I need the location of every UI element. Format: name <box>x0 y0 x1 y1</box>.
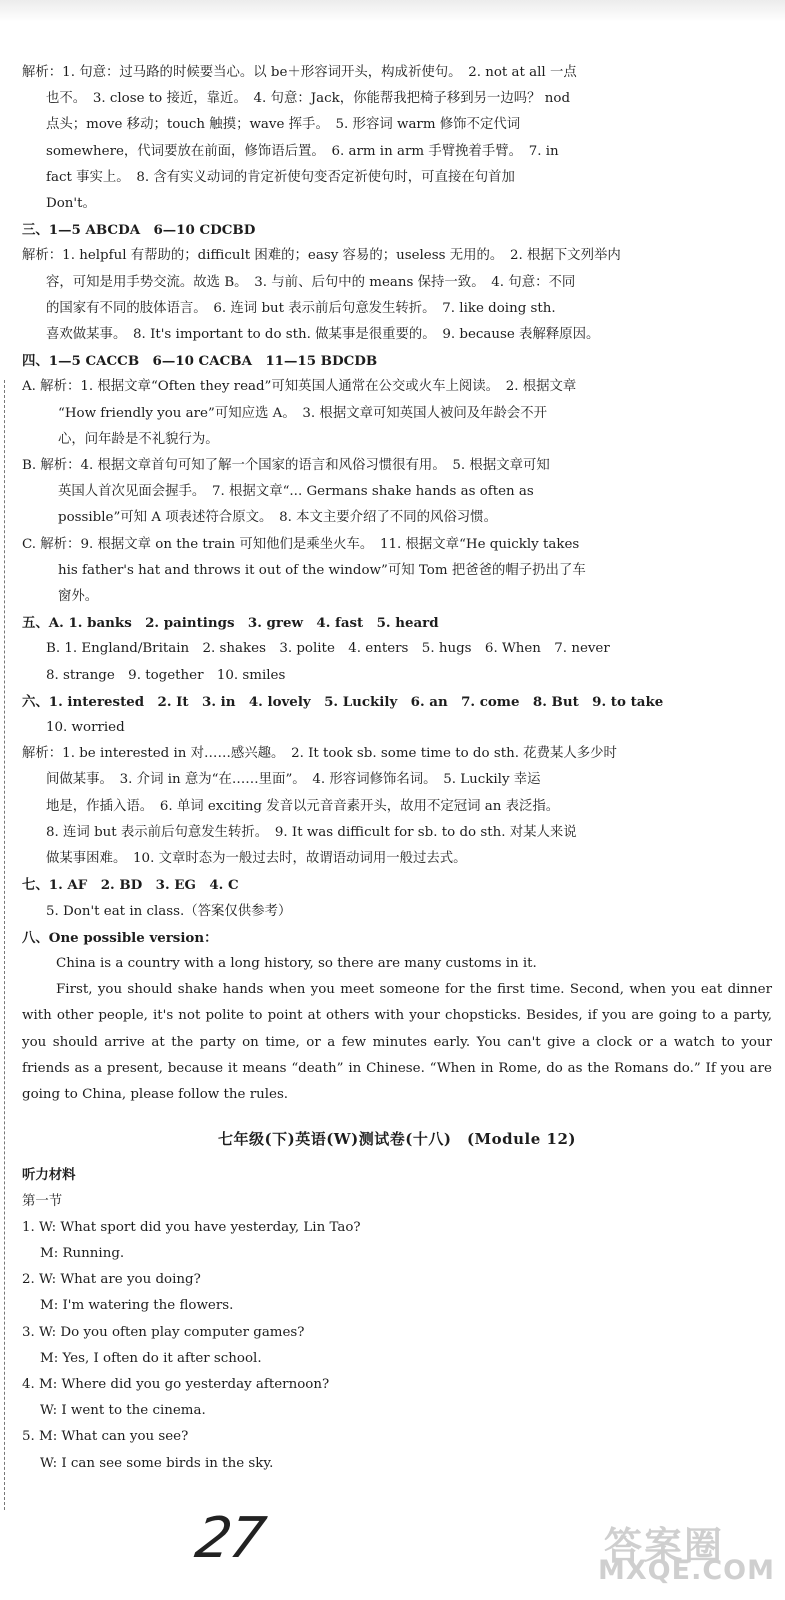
text-line: 解析：1. be interested in 对……感兴趣。 2. It took sb. some time to do sth. 花费某人多少时 <box>22 746 617 762</box>
listening-heading: 听力材料 <box>22 1167 76 1184</box>
text-line: C. 解析：9. 根据文章 on the train 可知他们是乘坐火车。 11. 根据文章“He quickly takes <box>22 536 580 552</box>
section-heading: 八、One possible version： <box>22 929 218 946</box>
text-line: somewhere，代词要放在前面，修饰语后置。 6. arm in arm 手臂挽着手臂。 7. in <box>46 143 559 159</box>
text-line: 8. strange 9. together 10. smiles <box>46 667 286 683</box>
text-line: 间做某事。 3. 介词 in 意为“在……里面”。 4. 形容词修饰名词。 5. Luckily 幸运 <box>46 772 541 788</box>
binding-margin-line <box>4 380 5 1510</box>
text-line: 解析：1. 句意：过马路的时候要当心。以 be＋形容词开头，构成祈使句。 2. not at all 一点 <box>22 65 577 80</box>
text-line: 解析：1. helpful 有帮助的；difficult 困难的；easy 容易的；useless 无用的。 2. 根据下文列举内 <box>22 248 621 264</box>
text-line: 也不。 3. close to 接近，靠近。 4. 句意：Jack，你能帮我把椅子移到另一边吗？ nod <box>46 91 571 107</box>
dialogue-line: 5. M: What can you see? <box>22 1429 189 1445</box>
text-line: fact 事实上。 8. 含有实义动词的肯定祈使句变否定祈使句时，可直接在句首加 <box>46 169 515 185</box>
dialogue-line: W: I can see some birds in the sky. <box>40 1455 274 1471</box>
text-line: Don't。 <box>46 196 96 212</box>
text-line: his father's hat and throws it out of the window”可知 Tom 把爸爸的帽子扔出了车 <box>58 562 586 578</box>
text-line: B. 1. England/Britain 2. shakes 3. polite 4. enters 5. hugs 6. When 7. never <box>46 641 610 657</box>
text-line: 地是，作插入语。 6. 单词 exciting 发音以元音音素开头，故用不定冠词 an 表泛指。 <box>46 798 560 814</box>
section-heading: 五、A. 1. banks 2. paintings 3. grew 4. fast 5. heard <box>22 615 439 632</box>
section-heading: 四、1—5 CACCB 6—10 CACBA 11—15 BDCDB <box>22 353 378 370</box>
text-line: “How friendly you are”可知应选 A。 3. 根据文章可知英国人被问及年龄会不开 <box>58 405 548 421</box>
text-line: 窗外。 <box>58 589 99 605</box>
section-four <box>22 348 772 610</box>
text-line: 英国人首次见面会握手。 7. 根据文章“... Germans shake hands as often as <box>58 484 534 500</box>
text-line: 点头；move 移动；touch 触摸；wave 挥手。 5. 形容词 warm 修饰不定代词 <box>46 117 521 133</box>
text-line: B. 解析：4. 根据文章首句可知了解一个国家的语言和风俗习惯很有用。 5. 根据文章可知 <box>22 458 550 474</box>
dialogue-line: 2. W: What are you doing? <box>22 1272 201 1288</box>
text-line: 的国家有不同的肢体语言。 6. 连词 but 表示前后句意发生转折。 7. like doing sth. <box>46 300 556 316</box>
text-line: possible”可知 A 项表述符合原文。 8. 本文主要介绍了不同的风俗习惯。 <box>58 510 497 526</box>
text-line: 心，问年龄是不礼貌行为。 <box>58 431 219 447</box>
handwritten-page-number: 27 <box>191 1506 268 1571</box>
dialogue-line: 4. M: Where did you go yesterday afternoon? <box>22 1376 330 1392</box>
section-heading: 三、1—5 ABCDA 6—10 CDCBD <box>22 222 256 239</box>
text-line: 5. Don't eat in class.（答案仅供参考） <box>46 903 292 919</box>
dialogue-line: M: I'm watering the flowers. <box>40 1298 234 1314</box>
watermark-chinese: 答案圈 <box>604 1524 725 1568</box>
text-line: 容，可知是用手势交流。故选 B。 3. 与前、后句中的 means 保持一致。 4. 句意：不同 <box>46 274 576 290</box>
answer-page <box>22 60 772 1477</box>
section-heading: 六、1. interested 2. It 3. in 4. lovely 5. Luckily 6. an 7. come 8. But 9. to take <box>22 693 664 710</box>
listening-material <box>22 1162 772 1476</box>
test-title: 七年级(下)英语(W)测试卷(十八) (Module 12) <box>218 1130 576 1149</box>
explanation-block-part2 <box>22 60 772 217</box>
dialogue-line: W: I went to the cinema. <box>40 1403 206 1419</box>
essay-paragraph: First, you should shake hands when you meet someone for the first time. Second, when you eat dinner with other people, it's not polite to point at others with your chopsticks. Besides, if you are going to a party, you should arrive at the party on time, or a few minutes early. You can't give a clock or a watch to your friends as a present, because it means “death” in Chinese. “When in Rome, do as the Romans do.” If you are going to China, please follow the rules. <box>22 982 772 1102</box>
section-label: 第一节 <box>22 1193 63 1209</box>
section-five <box>22 610 772 689</box>
watermark-logo <box>592 1515 777 1590</box>
watermark-url: MXQE.COM <box>598 1555 775 1586</box>
text-line: 喜欢做某事。 8. It's important to do sth. 做某事是很重要的。 9. because 表解释原因。 <box>46 327 600 343</box>
text-line: 8. 连词 but 表示前后句意发生转折。 9. It was difficult for sb. to do sth. 对某人来说 <box>46 824 577 840</box>
dialogue-line: M: Yes, I often do it after school. <box>40 1350 262 1366</box>
page-top-shadow <box>0 0 785 22</box>
essay-paragraph: China is a country with a long history, so there are many customs in it. <box>56 955 537 971</box>
dialogue-line: 3. W: Do you often play computer games? <box>22 1324 305 1340</box>
section-heading: 七、1. AF 2. BD 3. EG 4. C <box>22 877 239 894</box>
section-six <box>22 689 772 872</box>
dialogue-line: 1. W: What sport did you have yesterday, Lin Tao? <box>22 1219 361 1235</box>
text-line: 10. worried <box>46 720 125 736</box>
dialogue-line: M: Running. <box>40 1245 125 1261</box>
section-three <box>22 217 772 348</box>
section-seven <box>22 872 772 924</box>
text-line: A. 解析：1. 根据文章“Often they read”可知英国人通常在公交或火车上阅读。 2. 根据文章 <box>22 379 577 395</box>
text-line: 做某事困难。 10. 文章时态为一般过去时，故谓语动词用一般过去式。 <box>46 851 467 867</box>
section-eight <box>22 925 772 1108</box>
